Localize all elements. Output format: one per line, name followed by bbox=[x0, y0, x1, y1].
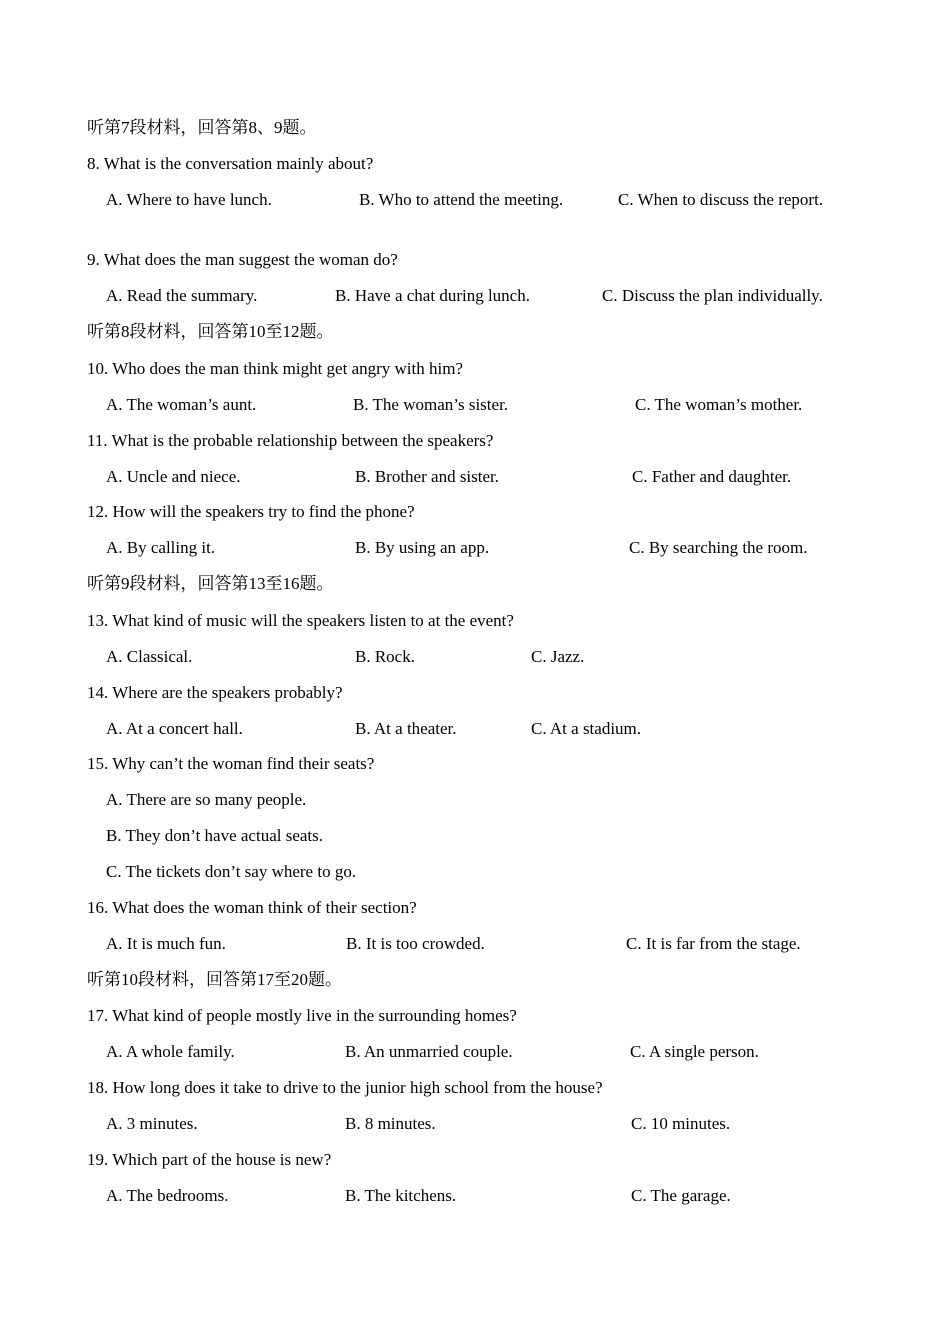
option-b: B. It is too crowded. bbox=[346, 934, 485, 953]
option-b: B. Have a chat during lunch. bbox=[335, 286, 530, 305]
question-text: 9. What does the man suggest the woman do? bbox=[87, 250, 398, 269]
question-text: 8. What is the conversation mainly about? bbox=[87, 154, 374, 173]
option-c: C. The tickets don’t say where to go. bbox=[106, 862, 357, 881]
option-c: C. Discuss the plan individually. bbox=[602, 286, 823, 305]
option-a: A. A whole family. bbox=[106, 1042, 235, 1061]
option-a: A. At a concert hall. bbox=[106, 719, 243, 738]
option-a: A. The woman’s aunt. bbox=[106, 395, 257, 414]
option-c: C. Jazz. bbox=[531, 647, 585, 666]
question-text: 14. Where are the speakers probably? bbox=[87, 683, 343, 702]
question-text: 12. How will the speakers try to find the phone? bbox=[87, 502, 415, 521]
option-c: C. The garage. bbox=[631, 1186, 731, 1205]
question-text: 10. Who does the man think might get angry with him? bbox=[87, 359, 463, 378]
option-c: C. Father and daughter. bbox=[632, 467, 792, 486]
option-a: A. Read the summary. bbox=[106, 286, 258, 305]
option-b: B. 8 minutes. bbox=[345, 1114, 436, 1133]
option-b: B. The woman’s sister. bbox=[353, 395, 509, 414]
option-b: B. At a theater. bbox=[355, 719, 457, 738]
option-b: B. Rock. bbox=[355, 647, 415, 666]
question-text: 19. Which part of the house is new? bbox=[87, 1150, 332, 1169]
option-a: A. Classical. bbox=[106, 647, 193, 666]
option-c: C. By searching the room. bbox=[629, 538, 808, 557]
option-b: B. Who to attend the meeting. bbox=[359, 190, 564, 209]
question-text: 11. What is the probable relationship between the speakers? bbox=[87, 431, 494, 450]
question-text: 16. What does the woman think of their section? bbox=[87, 898, 417, 917]
section-heading-text: 听第9段材料，回答第13至16题。 bbox=[87, 574, 334, 593]
option-a: A. 3 minutes. bbox=[106, 1114, 198, 1133]
option-c: C. The woman’s mother. bbox=[635, 395, 803, 414]
option-a: A. There are so many people. bbox=[106, 790, 307, 809]
option-c: C. 10 minutes. bbox=[631, 1114, 731, 1133]
section-heading-text: 听第8段材料，回答第10至12题。 bbox=[87, 322, 334, 341]
option-c: C. A single person. bbox=[630, 1042, 759, 1061]
option-a: A. The bedrooms. bbox=[106, 1186, 229, 1205]
option-c: C. It is far from the stage. bbox=[626, 934, 801, 953]
option-b: B. They don’t have actual seats. bbox=[106, 826, 324, 845]
question-text: 13. What kind of music will the speakers listen to at the event? bbox=[87, 611, 514, 630]
option-a: A. It is much fun. bbox=[106, 934, 226, 953]
option-a: A. Uncle and niece. bbox=[106, 467, 241, 486]
option-c: C. At a stadium. bbox=[531, 719, 642, 738]
option-b: B. By using an app. bbox=[355, 538, 490, 557]
option-b: B. The kitchens. bbox=[345, 1186, 457, 1205]
section-heading-text: 听第7段材料，回答第8、9题。 bbox=[87, 118, 317, 137]
option-b: B. Brother and sister. bbox=[355, 467, 500, 486]
option-c: C. When to discuss the report. bbox=[618, 190, 824, 209]
option-a: A. Where to have lunch. bbox=[106, 190, 272, 209]
question-text: 18. How long does it take to drive to the junior high school from the house? bbox=[87, 1078, 603, 1097]
question-text: 17. What kind of people mostly live in the surrounding homes? bbox=[87, 1006, 517, 1025]
option-b: B. An unmarried couple. bbox=[345, 1042, 513, 1061]
section-heading-text: 听第10段材料，回答第17至20题。 bbox=[87, 970, 342, 989]
question-text: 15. Why can’t the woman find their seats? bbox=[87, 754, 375, 773]
option-a: A. By calling it. bbox=[106, 538, 216, 557]
